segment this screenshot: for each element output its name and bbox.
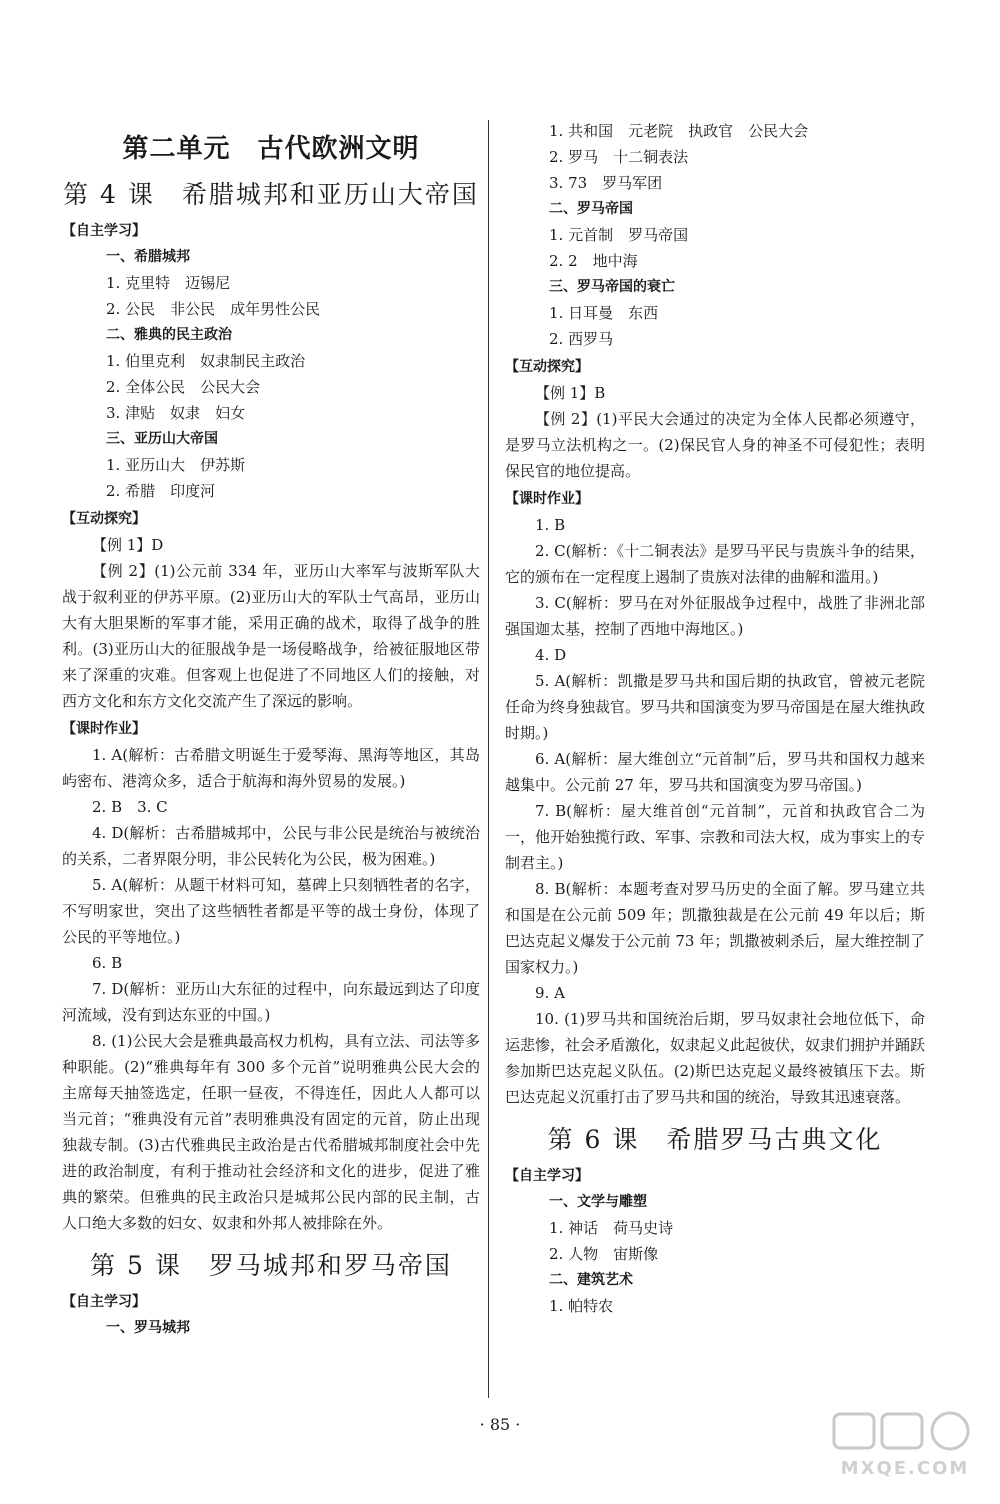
homework-answer: 5. A(解析：凯撒是罗马共和国后期的执政官，曾被元老院任命为终身独裁官。罗马共和国演变为罗马帝国是在屋大维执政时期。): [505, 672, 926, 742]
answer-item: 2. 全体公民 公民大会: [106, 378, 261, 396]
answer-item: 1. 元首制 罗马帝国: [549, 226, 689, 244]
answer-item: 1. 神话 荷马史诗: [549, 1219, 674, 1237]
homework-answer: 6. B: [92, 954, 123, 972]
lesson-4-title: 第 4 课 希腊城邦和亚历山大帝国: [63, 180, 479, 209]
example-answer: 【例 1】D: [92, 536, 164, 554]
section-self-study: 【自主学习】: [62, 223, 146, 239]
subheading: 三、亚历山大帝国: [106, 431, 218, 447]
unit-title: 第二单元 古代欧洲文明: [122, 134, 420, 164]
homework-answer: 9. A: [535, 984, 565, 1002]
subheading: 一、文学与雕塑: [549, 1194, 647, 1210]
homework-answer: 2. C(解析：《十二铜表法》是罗马平民与贵族斗争的结果，它的颁布在一定程度上遏制了贵族对法律的曲解和滥用。): [505, 542, 925, 586]
section-homework: 【课时作业】: [505, 491, 589, 507]
lesson-5-title: 第 5 课 罗马城邦和罗马帝国: [90, 1251, 452, 1280]
homework-answer: 4. D: [535, 646, 567, 664]
example-answer: 【例 2】(1)公元前 334 年，亚历山大率军与波斯军队大战于叙利亚的伊苏平原。(2)亚历山大的军队士气高昂，亚历山大有大胆果断的军事才能，采用正确的战术，取得了战争的胜利。(3)亚历山大的征服战争是一场侵略战争，给被征服地区带来了深重的灾难。但客观上也促进了不同地区人们的接触，对西方文化和东方文化交流产生了深远的影响。: [62, 562, 480, 710]
homework-answer: 7. B(解析：屋大维首创“元首制”，元首和执政官合二为一，他开始独揽行政、军事、宗教和司法大权，成为事实上的专制君主。): [505, 802, 926, 872]
example-answer: 【例 2】(1)平民大会通过的决定为全体人民都必须遵守，是罗马立法机构之一。(2)保民官人身的神圣不可侵犯性；表明保民官的地位提高。: [505, 410, 925, 480]
homework-answer: 1. A(解析：古希腊文明诞生于爱琴海、黑海等地区，其岛屿密布、港湾众多，适合于航海和海外贸易的发展。): [62, 746, 480, 790]
subheading: 二、建筑艺术: [549, 1272, 633, 1288]
svg-text:MXQE.COM: MXQE.COM: [840, 1458, 970, 1479]
answer-item: 1. 帕特农: [549, 1297, 614, 1315]
answer-item: 2. 2 地中海: [549, 252, 638, 270]
section-self-study: 【自主学习】: [505, 1168, 589, 1184]
homework-answer: 6. A(解析：屋大维创立“元首制”后，罗马共和国权力越来越集中。公元前 27 年，罗马共和国演变为罗马帝国。): [505, 750, 925, 794]
watermark-logo: [830, 1410, 980, 1480]
homework-answer: 2. B 3. C: [92, 798, 168, 816]
homework-answer: 3. C(解析：罗马在对外征服战争过程中，战胜了非洲北部强国迦太基，控制了西地中海地区。): [505, 594, 925, 638]
answer-item: 1. 共和国 元老院 执政官 公民大会: [549, 122, 809, 140]
subheading: 一、罗马城邦: [106, 1320, 190, 1336]
left-column: [62, 118, 480, 1341]
subheading: 二、罗马帝国: [549, 201, 633, 217]
answer-item: 1. 亚历山大 伊苏斯: [106, 456, 246, 474]
section-interactive: 【互动探究】: [62, 511, 146, 527]
column-divider: [488, 120, 489, 1398]
answer-item: 3. 津贴 奴隶 妇女: [106, 404, 246, 422]
answer-item: 1. 克里特 迈锡尼: [106, 274, 231, 292]
section-interactive: 【互动探究】: [505, 359, 589, 375]
answer-item: 2. 希腊 印度河: [106, 482, 216, 500]
section-self-study: 【自主学习】: [62, 1294, 146, 1310]
homework-answer: 1. B: [535, 516, 566, 534]
answer-item: 2. 人物 宙斯像: [549, 1245, 659, 1263]
subheading: 一、希腊城邦: [106, 249, 190, 265]
answer-item: 3. 73 罗马军团: [549, 174, 663, 192]
homework-answer: 7. D(解析：亚历山大东征的过程中，向东最远到达了印度河流域，没有到达东亚的中国。): [62, 980, 480, 1024]
homework-answer: 10. (1)罗马共和国统治后期，罗马奴隶社会地位低下，命运悲惨，社会矛盾激化，奴隶起义此起彼伏，奴隶们拥护并踊跃参加斯巴达克起义队伍。(2)斯巴达克起义最终被镇压下去。斯巴达克起义沉重打击了罗马共和国的统治，导致其迅速衰落。: [505, 1010, 926, 1106]
homework-answer: 8. B(解析：本题考查对罗马历史的全面了解。罗马建立共和国是在公元前 509 年；凯撒独裁是在公元前 49 年以后；斯巴达克起义爆发于公元前 73 年；凯撒被刺杀后，屋大维控制了国家权力。): [505, 880, 925, 976]
example-answer: 【例 1】B: [535, 384, 606, 402]
lesson-6-title: 第 6 课 希腊罗马古典文化: [547, 1125, 883, 1154]
answer-item: 1. 伯里克利 奴隶制民主政治: [106, 352, 306, 370]
page-number: · 85 ·: [479, 1415, 521, 1434]
homework-answer: 5. A(解析：从题干材料可知，墓碑上只刻牺牲者的名字，不写明家世，突出了这些牺牲者都是平等的战士身份，体现了公民的平等地位。): [62, 876, 480, 946]
subheading: 三、罗马帝国的衰亡: [549, 279, 675, 295]
answer-item: 1. 日耳曼 东西: [549, 304, 659, 322]
right-column: [505, 118, 925, 1319]
answer-item: 2. 公民 非公民 成年男性公民: [106, 300, 321, 318]
answer-item: 2. 罗马 十二铜表法: [549, 148, 689, 166]
section-homework: 【课时作业】: [62, 721, 146, 737]
answer-item: 2. 西罗马: [549, 330, 614, 348]
subheading: 二、雅典的民主政治: [106, 327, 232, 343]
homework-answer: 4. D(解析：古希腊城邦中，公民与非公民是统治与被统治的关系，二者界限分明，非公民转化为公民，极为困难。): [62, 824, 480, 868]
homework-answer: 8. (1)公民大会是雅典最高权力机构，具有立法、司法等多种职能。(2)“雅典每年有 300 多个元首”说明雅典公民大会的主席每天抽签选定，任职一昼夜，不得连任，因此人人都可以当元首；“雅典没有元首”表明雅典没有固定的元首，防止出现独裁专制。(3)古代雅典民主政治是古代希腊城邦制度社会中先进的政治制度，有利于推动社会经济和文化的进步，促进了雅典的繁荣。但雅典的民主政治只是城邦公民内部的民主制，古人口绝大多数的妇女、奴隶和外邦人被排除在外。: [62, 1032, 480, 1232]
